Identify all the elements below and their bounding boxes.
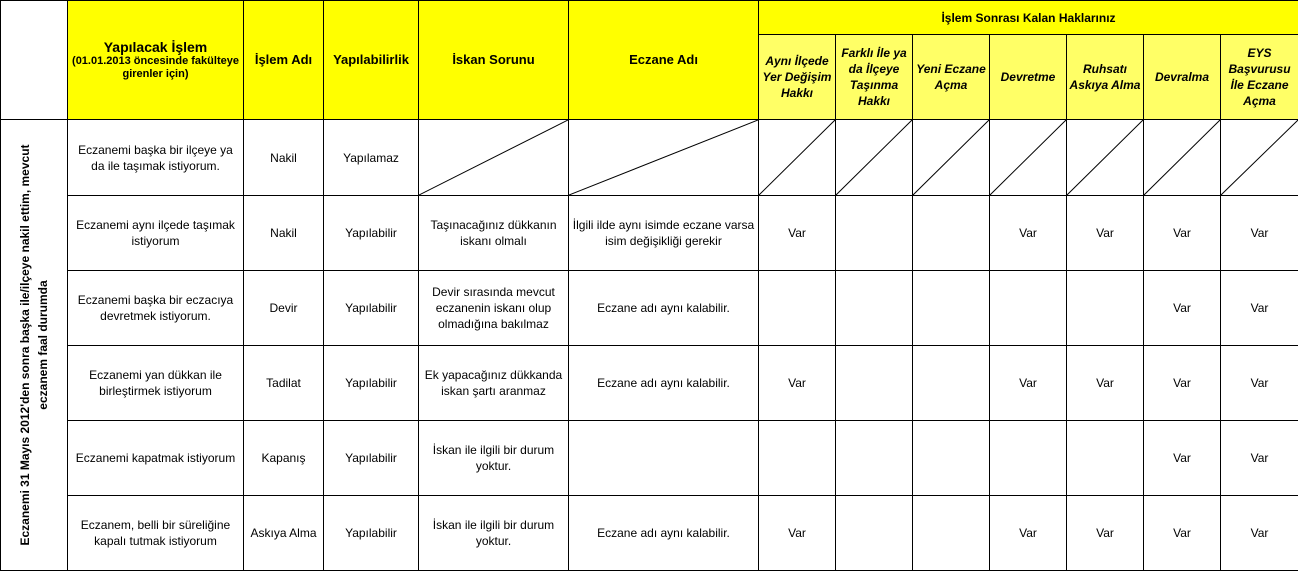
cell-right <box>913 346 990 421</box>
table-row <box>1 120 1298 196</box>
cell-yapilacak: Eczanemi aynı ilçede taşımak istiyorum <box>68 196 244 271</box>
cell-yapilabilirlik: Yapılabilir <box>324 421 419 496</box>
cell-right: Var <box>1221 196 1298 271</box>
cell-right <box>913 196 990 271</box>
cell-eczane-adi-na <box>569 120 759 196</box>
cell-yapilabilirlik: Yapılabilir <box>324 496 419 571</box>
cell-eczane-adi: İlgili ilde aynı isimde eczane varsa isim değişikliği gerekir <box>569 196 759 271</box>
cell-right-na <box>990 120 1067 196</box>
cell-right: Var <box>1067 196 1144 271</box>
header-right-yeni-eczane: Yeni Eczane Açma <box>913 35 990 120</box>
cell-islem-adi: Devir <box>244 271 324 346</box>
table-row <box>1 271 1298 346</box>
table-row <box>1 421 1298 496</box>
cell-eczane-adi: Eczane adı aynı kalabilir. <box>569 346 759 421</box>
cell-right <box>836 196 913 271</box>
cell-islem-adi: Nakil <box>244 196 324 271</box>
cell-right <box>1067 421 1144 496</box>
cell-right <box>836 346 913 421</box>
side-label: Eczanemi 31 Mayıs 2012'den sonra başka ile/ilçeye nakil ettim, mevcut eczanem faal durumda <box>16 125 52 565</box>
header-right-ruhsat-askiya: Ruhsatı Askıya Alma <box>1067 35 1144 120</box>
header-iskan-sorunu: İskan Sorunu <box>419 1 569 120</box>
cell-right <box>913 421 990 496</box>
cell-right: Var <box>759 346 836 421</box>
cell-right: Var <box>759 496 836 571</box>
header-islem-adi: İşlem Adı <box>244 1 324 120</box>
cell-yapilacak: Eczanemi başka bir ilçeye ya da ile taşımak istiyorum. <box>68 120 244 196</box>
header-yapilacak-subtitle: (01.01.2013 öncesinde fakülteye girenler için) <box>70 55 241 81</box>
cell-right: Var <box>1221 421 1298 496</box>
cell-right-na <box>759 120 836 196</box>
corner-cell <box>1 1 68 120</box>
table-row <box>1 196 1298 271</box>
cell-yapilacak: Eczanemi yan dükkan ile birleştirmek istiyorum <box>68 346 244 421</box>
cell-islem-adi: Nakil <box>244 120 324 196</box>
cell-right <box>836 271 913 346</box>
cell-right: Var <box>1221 271 1298 346</box>
cell-right: Var <box>990 196 1067 271</box>
header-right-eys: EYS Başvurusu İle Eczane Açma <box>1221 35 1298 120</box>
cell-islem-adi: Kapanış <box>244 421 324 496</box>
cell-right-na <box>913 120 990 196</box>
cell-right-na <box>836 120 913 196</box>
cell-yapilabilirlik: Yapılabilir <box>324 196 419 271</box>
cell-iskan: Ek yapacağınız dükkanda iskan şartı aranmaz <box>419 346 569 421</box>
cell-right: Var <box>990 346 1067 421</box>
header-eczane-adi: Eczane Adı <box>569 1 759 120</box>
cell-right-na <box>1221 120 1298 196</box>
cell-iskan: Taşınacağınız dükkanın iskanı olmalı <box>419 196 569 271</box>
table-row <box>1 346 1298 421</box>
cell-yapilabilirlik: Yapılamaz <box>324 120 419 196</box>
cell-right <box>836 496 913 571</box>
cell-eczane-adi <box>569 421 759 496</box>
cell-right: Var <box>1067 346 1144 421</box>
cell-yapilacak: Eczanemi kapatmak istiyorum <box>68 421 244 496</box>
cell-iskan-na <box>419 120 569 196</box>
header-right-devretme: Devretme <box>990 35 1067 120</box>
cell-right <box>913 496 990 571</box>
cell-right <box>759 271 836 346</box>
cell-islem-adi: Askıya Alma <box>244 496 324 571</box>
cell-right: Var <box>1144 196 1221 271</box>
header-right-farkli-il: Farklı İle ya da İlçeye Taşınma Hakkı <box>836 35 913 120</box>
cell-right: Var <box>1221 496 1298 571</box>
cell-right <box>1067 271 1144 346</box>
cell-right-na <box>1144 120 1221 196</box>
cell-yapilabilirlik: Yapılabilir <box>324 271 419 346</box>
cell-right-na <box>1067 120 1144 196</box>
header-right-devralma: Devralma <box>1144 35 1221 120</box>
cell-right <box>913 271 990 346</box>
table-row <box>1 496 1298 571</box>
cell-iskan: İskan ile ilgili bir durum yoktur. <box>419 421 569 496</box>
header-kalan-haklar: İşlem Sonrası Kalan Haklarınız <box>759 1 1298 35</box>
header-yapilabilirlik: Yapılabilirlik <box>324 1 419 120</box>
cell-right: Var <box>759 196 836 271</box>
cell-right: Var <box>1144 271 1221 346</box>
header-right-ayni-ilce: Aynı İlçede Yer Değişim Hakkı <box>759 35 836 120</box>
cell-islem-adi: Tadilat <box>244 346 324 421</box>
cell-right <box>836 421 913 496</box>
header-yapilacak-title: Yapılacak İşlem <box>70 39 241 55</box>
cell-yapilabilirlik: Yapılabilir <box>324 346 419 421</box>
cell-right <box>990 271 1067 346</box>
cell-eczane-adi: Eczane adı aynı kalabilir. <box>569 496 759 571</box>
header-yapilacak-islem <box>68 1 244 120</box>
cell-right: Var <box>1144 346 1221 421</box>
cell-right: Var <box>1144 421 1221 496</box>
cell-eczane-adi: Eczane adı aynı kalabilir. <box>569 271 759 346</box>
cell-iskan: İskan ile ilgili bir durum yoktur. <box>419 496 569 571</box>
cell-right <box>990 421 1067 496</box>
cell-right: Var <box>1144 496 1221 571</box>
cell-right: Var <box>990 496 1067 571</box>
cell-right <box>759 421 836 496</box>
cell-right: Var <box>1067 496 1144 571</box>
cell-yapilacak: Eczanem, belli bir süreliğine kapalı tutmak istiyorum <box>68 496 244 571</box>
cell-iskan: Devir sırasında mevcut eczanenin iskanı olup olmadığına bakılmaz <box>419 271 569 346</box>
cell-yapilacak: Eczanemi başka bir eczacıya devretmek istiyorum. <box>68 271 244 346</box>
side-label-cell <box>1 120 68 571</box>
cell-right: Var <box>1221 346 1298 421</box>
